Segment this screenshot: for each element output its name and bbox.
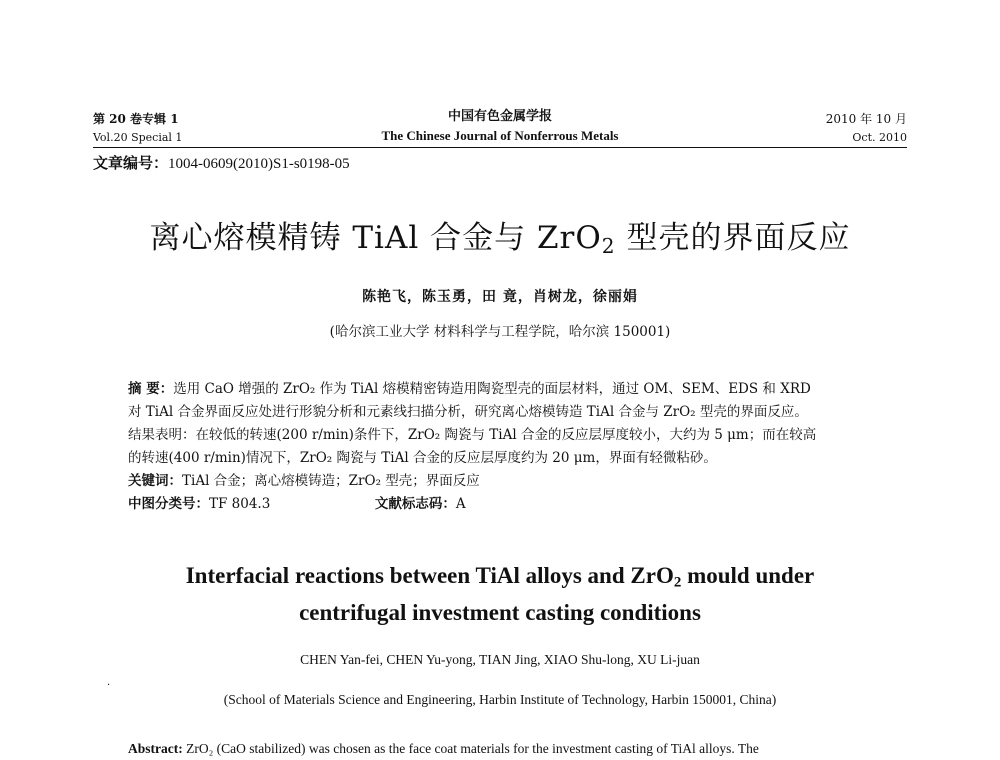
keywords-line xyxy=(128,470,876,493)
keywords-label: 关键词： xyxy=(128,473,182,489)
zh-title-sub: 2 xyxy=(601,234,616,259)
classification-label: 中图分类号： xyxy=(128,496,209,512)
en-title-sub: 2 xyxy=(673,574,682,591)
header-journal-zh: 中国有色金属学报 xyxy=(447,109,552,124)
zh-abstract xyxy=(128,378,876,516)
keywords-value: TiAl 合金；离心熔模铸造；ZrO₂ 型壳；界面反应 xyxy=(182,473,480,489)
zh-abstract-line-4: 的转速(400 r/min)情况下，ZrO₂ 陶瓷与 TiAl 合金的反应层厚度约为 20 μm，界面有轻微粘砂。 xyxy=(128,450,717,466)
header-rule xyxy=(93,147,907,148)
header-volume-zh: 第 20 卷专辑 1 xyxy=(93,112,179,126)
doc-code-label: 文献标志码： xyxy=(374,496,456,512)
zh-abstract-line-2: 对 TiAl 合金界面反应处进行形貌分析和元素线扫描分析，研究离心熔模铸造 TiAl 合金与 ZrO₂ 型壳的界面反应。 xyxy=(128,404,808,420)
margin-dot: · xyxy=(107,680,111,691)
en-abstract xyxy=(128,741,876,757)
doc-code-value: A xyxy=(455,496,466,512)
article-number-label: 文章编号： xyxy=(93,154,169,172)
zh-title xyxy=(0,212,1000,258)
en-authors: CHEN Yan-fei, CHEN Yu-yong, TIAN Jing, XIAO Shu-long, XU Li-juan xyxy=(300,652,700,667)
en-title-line-2: centrifugal investment casting conditions xyxy=(299,599,701,625)
en-title-line-1 xyxy=(0,561,1000,598)
article-number xyxy=(93,152,350,173)
article-number-value: 1004-0609(2010)S1-s0198-05 xyxy=(168,156,350,172)
zh-abstract-text-1: 选用 CaO 增强的 ZrO₂ 作为 TiAl 熔模精密铸造用陶瓷型壳的面层材料，通过 OM、SEM、EDS 和 XRD xyxy=(173,381,811,397)
en-abstract-text: ZrO₂ (CaO stabilized) was chosen as the face coat materials for the investment casting of TiAl alloys. The xyxy=(186,741,759,756)
header-date-zh: 2010 年 10 月 xyxy=(825,112,907,126)
en-title-post: mould under xyxy=(681,563,815,588)
zh-affiliation: (哈尔滨工业大学 材料科学与工程学院，哈尔滨 150001) xyxy=(329,324,671,340)
zh-title-pre: 离心熔模精铸 TiAl 合金与 ZrO xyxy=(149,220,602,256)
zh-abstract-line-1 xyxy=(128,378,876,401)
header-volume-en: Vol.20 Special 1 xyxy=(93,131,183,144)
zh-title-post: 型壳的界面反应 xyxy=(615,220,851,256)
zh-authors: 陈艳飞，陈玉勇，田 竟，肖树龙，徐丽娟 xyxy=(362,289,638,305)
en-affiliation: (School of Materials Science and Engineering, Harbin Institute of Technology, Harbin 150001, China) xyxy=(223,692,777,707)
en-title-pre: Interfacial reactions between TiAl alloys and ZrO xyxy=(185,563,674,588)
en-abstract-label: Abstract: xyxy=(128,741,183,756)
en-title xyxy=(0,561,1000,628)
classification-value: TF 804.3 xyxy=(209,496,271,512)
header-date-en: Oct. 2010 xyxy=(852,131,907,144)
zh-abstract-label: 摘 要： xyxy=(128,381,174,397)
header-journal-en: The Chinese Journal of Nonferrous Metals xyxy=(381,128,619,143)
classification-line xyxy=(128,493,876,516)
zh-abstract-line-3: 结果表明：在较低的转速(200 r/min)条件下，ZrO₂ 陶瓷与 TiAl 合金的反应层厚度较小，大约为 5 μm；而在较高 xyxy=(128,427,817,443)
